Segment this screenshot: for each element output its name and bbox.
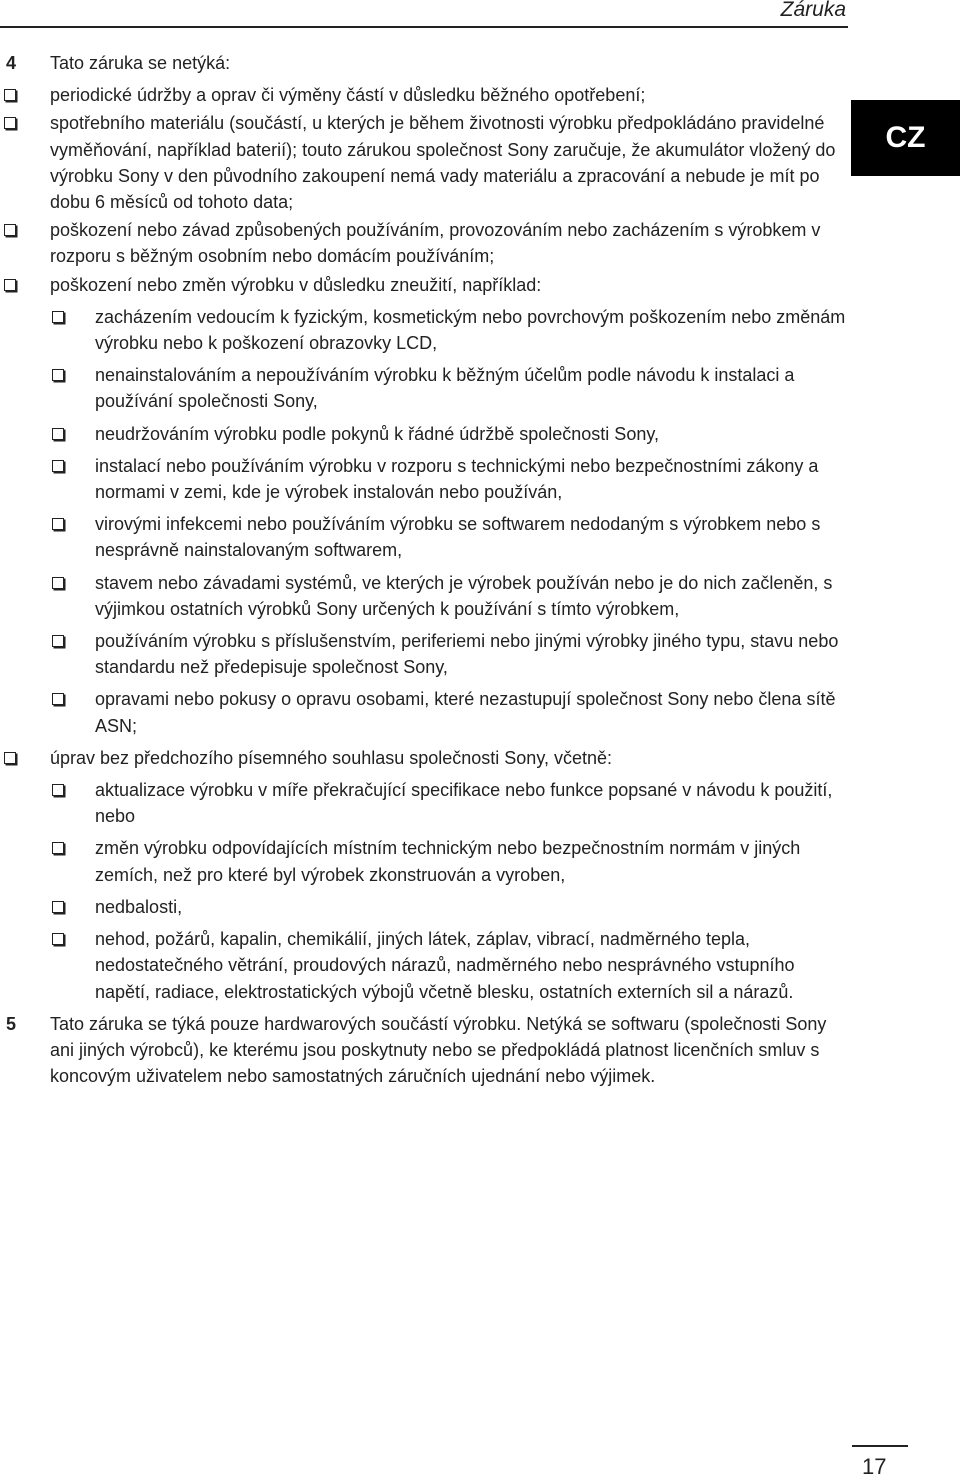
language-tab: CZ bbox=[851, 100, 960, 176]
checkbox-bullet-icon bbox=[4, 117, 16, 129]
sub-list-item-text: stavem nebo závadami systémů, ve kterých je výrobek používán nebo je do nich začleněn, s výjimkou ostatních výrobků Sony určených k používání s tímto výrobkem, bbox=[95, 572, 833, 619]
sub-list-item-text: aktualizace výrobku v míře překračující specifikace nebo funkce popsané v návodu k použití, nebo bbox=[95, 780, 833, 827]
checkbox-bullet-icon bbox=[52, 369, 64, 381]
list-item-text: spotřebního materiálu (součástí, u kterých je během životnosti výrobku předpokládáno pravidelné vyměňování, například baterií); touto zárukou společnost Sony zaručuje, že akumulátor vložený do výrobku Sony v den původního zakoupení nemá vady materiálu a zpracování a nebude je mít po dobu 6 měsíců od tohoto data; bbox=[50, 113, 836, 213]
section-5 bbox=[0, 1011, 850, 1090]
section-number: 5 bbox=[6, 1013, 17, 1034]
list-item-text: periodické údržby a oprav či výměny částí v důsledku běžného opotřebení; bbox=[50, 85, 646, 106]
sub-list-item-text: zacházením vedoucím k fyzickým, kosmetickým nebo povrchovým poškozením nebo změnám výrobku nebo k poškození obrazovky LCD, bbox=[95, 306, 846, 354]
list-item-text: poškození nebo závad způsobených používáním, provozováním nebo zacházením s výrobkem v rozporu s běžným osobním nebo domácím používáním; bbox=[50, 220, 821, 267]
section-heading: Tato záruka se netýká: bbox=[50, 53, 231, 73]
checkbox-bullet-icon bbox=[4, 752, 16, 764]
list-item bbox=[0, 217, 850, 269]
sub-list-item-text: neudržováním výrobku podle pokynů k řádné údržbě společnosti Sony, bbox=[95, 423, 660, 444]
list-item-text: úprav bez předchozího písemného souhlasu společnosti Sony, včetně: bbox=[50, 747, 613, 768]
sub-list-item-text: nenainstalováním a nepoužíváním výrobku k běžným účelům podle návodu k instalaci a používání společnosti Sony, bbox=[95, 365, 795, 412]
sub-list-item-text: virovými infekcemi nebo používáním výrobku se softwarem nedodaným s výrobkem nebo s nesprávně nainstalovaným softwarem, bbox=[95, 514, 821, 561]
header-rule bbox=[0, 26, 848, 28]
checkbox-bullet-icon bbox=[52, 901, 64, 913]
section-number: 4 bbox=[6, 53, 17, 73]
list-item bbox=[0, 272, 850, 298]
checkbox-bullet-icon bbox=[52, 784, 64, 796]
sub-list-item bbox=[0, 453, 850, 505]
checkbox-bullet-icon bbox=[4, 89, 16, 101]
list-item-text: poškození nebo změn výrobku v důsledku zneužití, například: bbox=[50, 274, 542, 295]
sub-list-item-text: nedbalosti, bbox=[95, 896, 183, 917]
checkbox-bullet-icon bbox=[52, 518, 64, 530]
checkbox-bullet-icon bbox=[52, 693, 64, 705]
sub-list-item bbox=[0, 511, 850, 563]
sub-list-item bbox=[0, 926, 850, 1005]
sub-list-item-text: instalací nebo používáním výrobku v rozporu s technickými nebo bezpečnostními zákony a normami v zemi, kde je výrobek instalován nebo používán, bbox=[95, 455, 819, 503]
checkbox-bullet-icon bbox=[52, 311, 64, 323]
list-item bbox=[0, 82, 850, 108]
sub-list-item bbox=[0, 421, 850, 447]
document-body bbox=[0, 50, 850, 1089]
running-header-title: Záruka bbox=[780, 0, 846, 21]
checkbox-bullet-icon bbox=[4, 224, 16, 236]
sub-list-item-text: změn výrobku odpovídajících místním technickým nebo bezpečnostním normám v jiných zemích, než pro které byl výrobek zkonstruován a vyroben, bbox=[95, 838, 801, 885]
checkbox-bullet-icon bbox=[52, 428, 64, 440]
footer-rule bbox=[852, 1445, 908, 1447]
sub-list-item bbox=[0, 894, 850, 920]
checkbox-bullet-icon bbox=[52, 460, 64, 472]
page-number: 17 bbox=[862, 1454, 887, 1479]
section-paragraph: Tato záruka se týká pouze hardwarových součástí výrobku. Netýká se softwaru (společnosti Sony ani jiných výrobců), ke kterému jsou poskytnuty nebo se předpokládá platnost licenčních smluv s koncovým uživatelem nebo samostatných záručních ujednání nebo výjimek. bbox=[50, 1013, 827, 1087]
checkbox-bullet-icon bbox=[52, 842, 64, 854]
sub-list-item bbox=[0, 686, 850, 738]
sub-list-item-text: používáním výrobku s příslušenstvím, periferiemi nebo jinými výrobky jiného typu, stavu nebo standardu než předepisuje společnost Sony, bbox=[95, 631, 839, 678]
checkbox-bullet-icon bbox=[52, 577, 64, 589]
checkbox-bullet-icon bbox=[4, 279, 16, 291]
sub-list-item-text: opravami nebo pokusy o opravu osobami, které nezastupují společnost Sony nebo člena sítě ASN; bbox=[95, 689, 836, 736]
sub-list-item-text: nehod, požárů, kapalin, chemikálií, jiných látek, záplav, vibrací, nadměrného tepla, nedostatečného větrání, proudových nárazů, nadměrného nebo nesprávného vstupního napětí, radiace, elektrostatických výbojů včetně blesku, ostatních externích sil a nárazů. bbox=[95, 929, 795, 1002]
sub-list-item bbox=[0, 777, 850, 829]
sub-list-item bbox=[0, 304, 850, 356]
checkbox-bullet-icon bbox=[52, 635, 64, 647]
sub-list-item bbox=[0, 362, 850, 414]
list-item bbox=[0, 110, 850, 215]
list-item bbox=[0, 745, 850, 771]
section-4 bbox=[0, 50, 850, 76]
checkbox-bullet-icon bbox=[52, 933, 64, 945]
sub-list-item bbox=[0, 628, 850, 680]
sub-list-item bbox=[0, 835, 850, 887]
sub-list-item bbox=[0, 570, 850, 622]
